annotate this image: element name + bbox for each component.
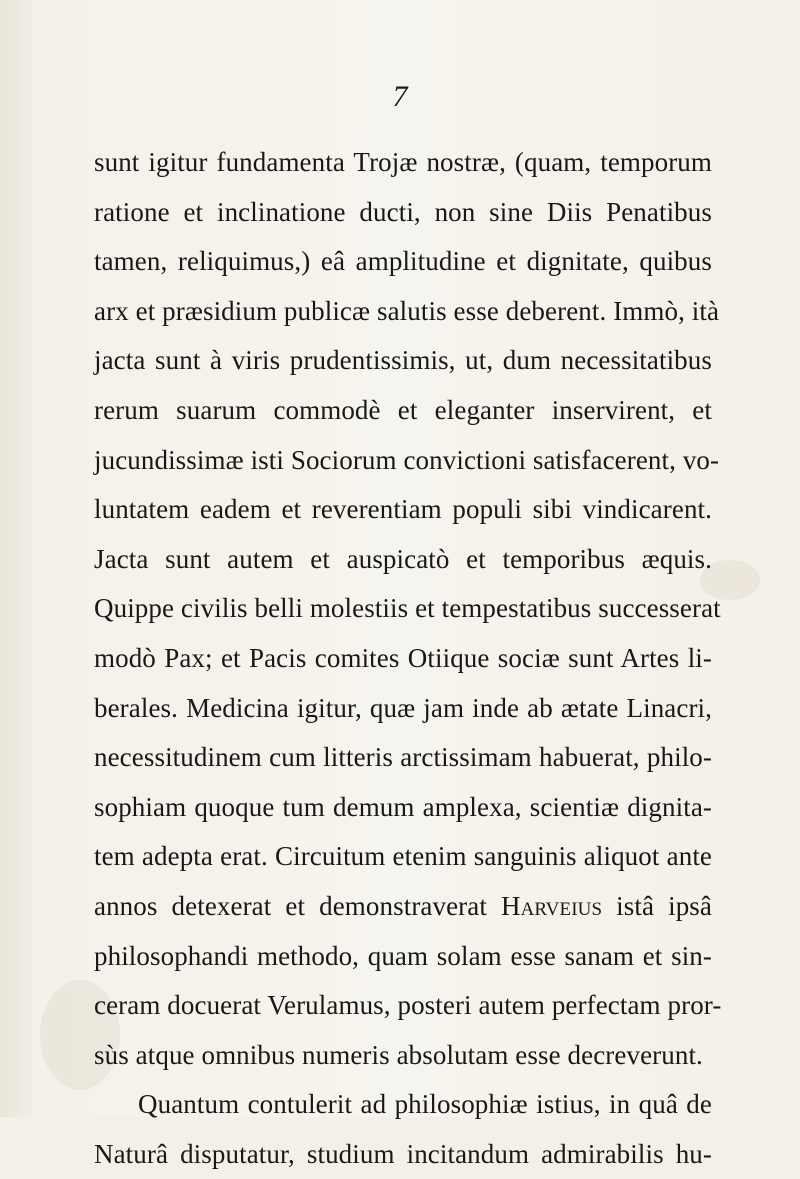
text-line-harveius [94, 882, 712, 932]
text-line: Quippe civilis belli molestiis et tempestatibus successerat [94, 593, 721, 624]
text-line: modò Pax; et Pacis comites Otiique sociæ sunt Artes li- [94, 642, 712, 673]
text-line: sunt igitur fundamenta Trojæ nostræ, (quam, temporum [94, 147, 712, 177]
text-segment: istâ ipsâ [602, 890, 712, 921]
page-number: 7 [392, 80, 408, 113]
text-line: arx et præsidium publicæ salutis esse deberent. Immò, ità [94, 295, 720, 326]
text-line: tamen, reliquimus,) eâ amplitudine et dignitate, quibus [94, 246, 712, 277]
text-line: jacta sunt à viris prudentissimis, ut, dum necessitatibus [94, 345, 712, 376]
text-line: sùs atque omnibus numeris absolutam esse decreverunt. [94, 1039, 703, 1070]
text-line: ratione et inclinatione ducti, non sine Diis Penatibus [94, 196, 712, 227]
text-line: Jacta sunt autem et auspicatò et temporibus æquis. [94, 543, 712, 574]
paragraph-start-line: Quantum contulerit ad philosophiæ istius, in quâ de [138, 1089, 712, 1120]
text-line: philosophandi methodo, quam solam esse sanam et sin- [94, 940, 712, 971]
text-line: tem adepta erat. Circuitum etenim sanguinis aliquot ante [94, 841, 712, 872]
body-text [94, 138, 722, 1179]
text-line: Naturâ disputatur, studium incitandum admirabilis hu- [94, 1138, 712, 1169]
text-line: sophiam quoque tum demum amplexa, scientiæ dignita- [94, 791, 712, 822]
text-line: rerum suarum commodè et eleganter inservirent, et [94, 394, 712, 425]
text-line: ceram docuerat Verulamus, posteri autem perfectam pror- [94, 990, 722, 1021]
text-line: jucundissimæ isti Sociorum convictioni satisfacerent, vo- [94, 444, 720, 475]
text-line: necessitudinem cum litteris arctissimam habuerat, philo- [94, 742, 712, 773]
author-name-harveius: Harveius [501, 890, 603, 921]
text-line: berales. Medicina igitur, quæ jam inde ab ætate Linacri, [94, 692, 712, 723]
text-line: luntatem eadem et reverentiam populi sibi vindicarent. [94, 494, 712, 525]
text-segment: annos detexerat et demonstraverat [94, 890, 487, 921]
